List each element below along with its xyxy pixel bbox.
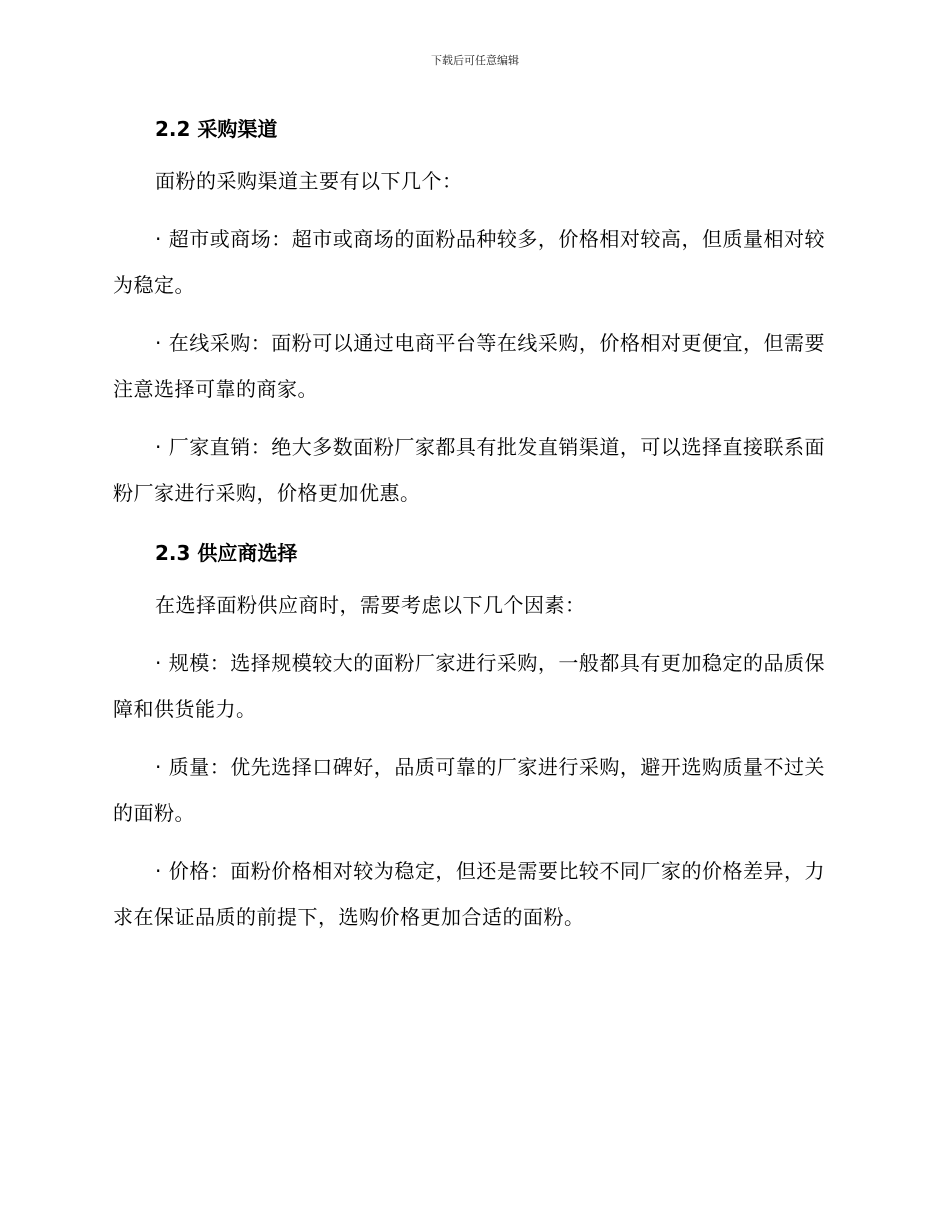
section-heading-supplier-selection: 2.3 供应商选择 (155, 541, 298, 565)
list-item: · 规模：选择规模较大的面粉厂家进行采购，一般都具有更加稳定的品质保障和供货能力。 (113, 651, 825, 721)
section-heading-purchase-channels: 2.2 采购渠道 (155, 117, 278, 141)
list-item: · 超市或商场：超市或商场的面粉品种较多，价格相对较高，但质量相对较为稳定。 (113, 227, 825, 297)
page-header: 下载后可任意编辑 (431, 54, 519, 67)
section-intro: 面粉的采购渠道主要有以下几个： (155, 169, 463, 193)
list-item: · 在线采购：面粉可以通过电商平台等在线采购，价格相对更便宜，但需要注意选择可靠的商家。 (113, 331, 825, 401)
section-intro: 在选择面粉供应商时，需要考虑以下几个因素： (155, 593, 586, 617)
document-body (113, 112, 825, 940)
list-item: · 厂家直销：绝大多数面粉厂家都具有批发直销渠道，可以选择直接联系面粉厂家进行采购，价格更加优惠。 (113, 435, 825, 505)
list-item: · 质量：优先选择口碑好，品质可靠的厂家进行采购，避开选购质量不过关的面粉。 (113, 755, 825, 825)
list-item: · 价格：面粉价格相对较为稳定，但还是需要比较不同厂家的价格差异，力求在保证品质的前提下，选购价格更加合适的面粉。 (113, 859, 825, 929)
